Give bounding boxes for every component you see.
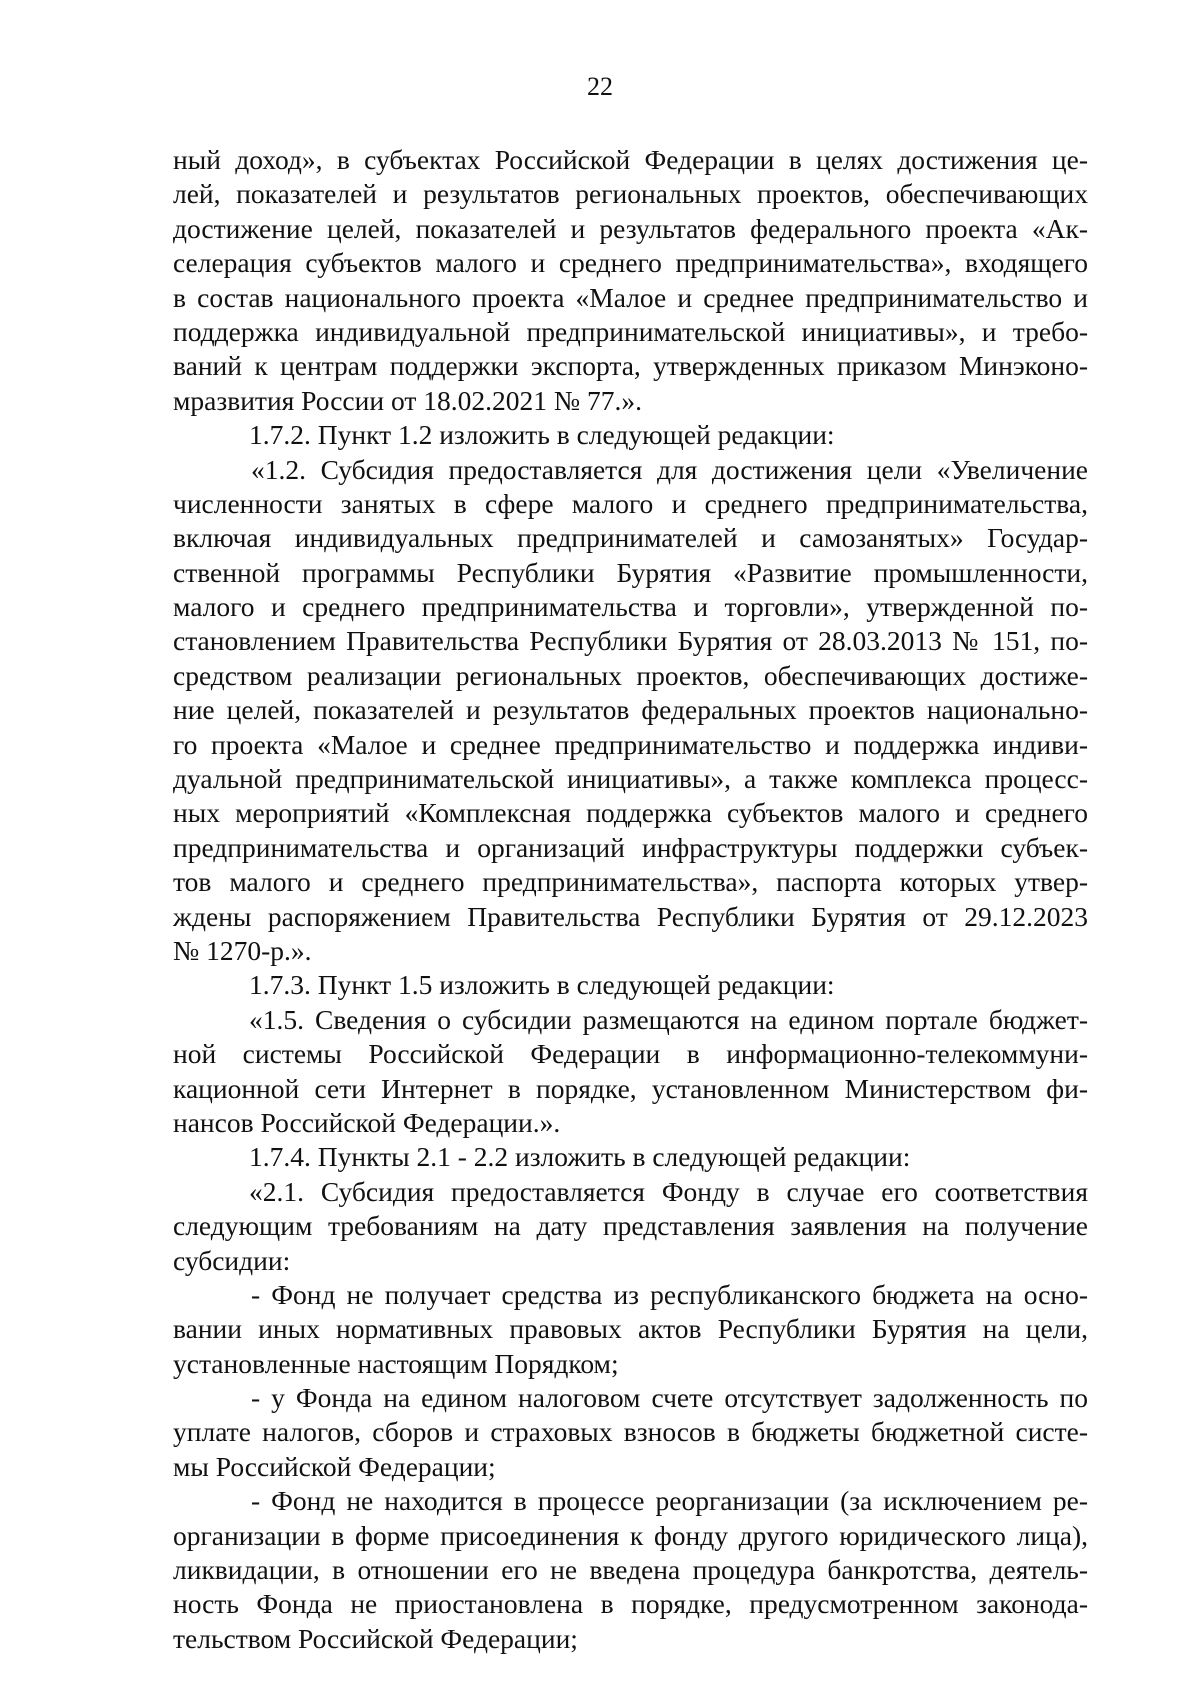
text-line: го проекта «Малое и среднее предпринимательство и поддержка индиви- [173, 728, 1088, 760]
text-line: селерация субъектов малого и среднего предпринимательства», входящего [173, 247, 1088, 279]
text-line: ный доход», в субъектах Российской Федерации в целях достижения це- [173, 144, 1088, 175]
text-line: средством реализации региональных проектов, обеспечивающих достиже- [173, 659, 1088, 691]
text-line: - у Фонда на едином налоговом счете отсутствует задолженность по [251, 1382, 1088, 1414]
text-line: предпринимательства и организаций инфраструктуры поддержки субъек- [173, 831, 1088, 863]
text-line: вании иных нормативных правовых актов Республики Бурятия на цели, [173, 1313, 1088, 1345]
text-line: «1.5. Сведения о субсидии размещаются на едином портале бюджет- [249, 1003, 1088, 1035]
text-line: субсидии: [173, 1244, 291, 1276]
text-line: ние целей, показателей и результатов федеральных проектов национально- [173, 694, 1088, 726]
text-line: достижение целей, показателей и результатов федерального проекта «Ак- [173, 212, 1088, 244]
text-line: № 1270-р.». [173, 934, 312, 966]
text-line: кационной сети Интернет в порядке, установленном Министерством фи- [173, 1072, 1088, 1104]
text-line: мразвития России от 18.02.2021 № 77.». [173, 384, 642, 416]
text-line: - Фонд не находится в процессе реорганизации (за исключением ре- [251, 1485, 1088, 1517]
text-line: мы Российской Федерации; [173, 1450, 496, 1482]
text-line: ликвидации, в отношении его не введена процедура банкротства, деятель- [173, 1554, 1088, 1586]
page-number: 22 [587, 72, 613, 101]
text-line: численности занятых в сфере малого и среднего предпринимательства, [173, 487, 1088, 519]
text-line: ной системы Российской Федерации в информационно-телекоммуни- [173, 1038, 1088, 1070]
text-line: становлением Правительства Республики Бурятия от 28.03.2013 № 151, по- [173, 625, 1088, 657]
text-line: ственной программы Республики Бурятия «Развитие промышленности, [173, 556, 1088, 588]
text-line: 1.7.3. Пункт 1.5 изложить в следующей редакции: [249, 969, 835, 1001]
text-line: поддержка индивидуальной предпринимательской инициативы», и требо- [173, 315, 1088, 347]
text-line: следующим требованиям на дату представления заявления на получение [173, 1210, 1088, 1242]
text-line: нансов Российской Федерации.». [173, 1106, 561, 1138]
text-line: ность Фонда не приостановлена в порядке, предусмотренном законода- [173, 1588, 1088, 1620]
text-line: «2.1. Субсидия предоставляется Фонду в случае его соответствия [249, 1175, 1088, 1207]
text-line: - Фонд не получает средства из республиканского бюджета на осно- [251, 1278, 1088, 1310]
text-line: малого и среднего предпринимательства и торговли», утвержденной по- [173, 591, 1088, 623]
text-line: уплате налогов, сборов и страховых взносов в бюджеты бюджетной систе- [173, 1416, 1088, 1448]
document-body [173, 143, 1088, 1656]
text-line: 1.7.2. Пункт 1.2 изложить в следующей редакции: [249, 419, 835, 451]
text-line: установленные настоящим Порядком; [173, 1347, 619, 1379]
text-line: дуальной предпринимательской инициативы», а также комплекса процесс- [173, 763, 1088, 795]
text-line: 1.7.4. Пункты 2.1 - 2.2 изложить в следующей редакции: [249, 1141, 911, 1173]
text-line: ваний к центрам поддержки экспорта, утвержденных приказом Минэконо- [173, 350, 1088, 382]
text-line: включая индивидуальных предпринимателей и самозанятых» Государ- [173, 522, 1088, 554]
text-line: тельством Российской Федерации; [173, 1622, 578, 1654]
text-line: «1.2. Субсидия предоставляется для достижения цели «Увеличение [251, 453, 1088, 485]
text-line: в состав национального проекта «Малое и среднее предпринимательство и [173, 281, 1088, 313]
text-line: ных мероприятий «Комплексная поддержка субъектов малого и среднего [173, 797, 1088, 829]
text-line: ждены распоряжением Правительства Республики Бурятия от 29.12.2023 [173, 900, 1088, 932]
text-line: лей, показателей и результатов региональных проектов, обеспечивающих [173, 178, 1088, 210]
text-line: организации в форме присоединения к фонду другого юридического лица), [173, 1519, 1088, 1551]
text-line: тов малого и среднего предпринимательства», паспорта которых утвер- [173, 866, 1088, 898]
